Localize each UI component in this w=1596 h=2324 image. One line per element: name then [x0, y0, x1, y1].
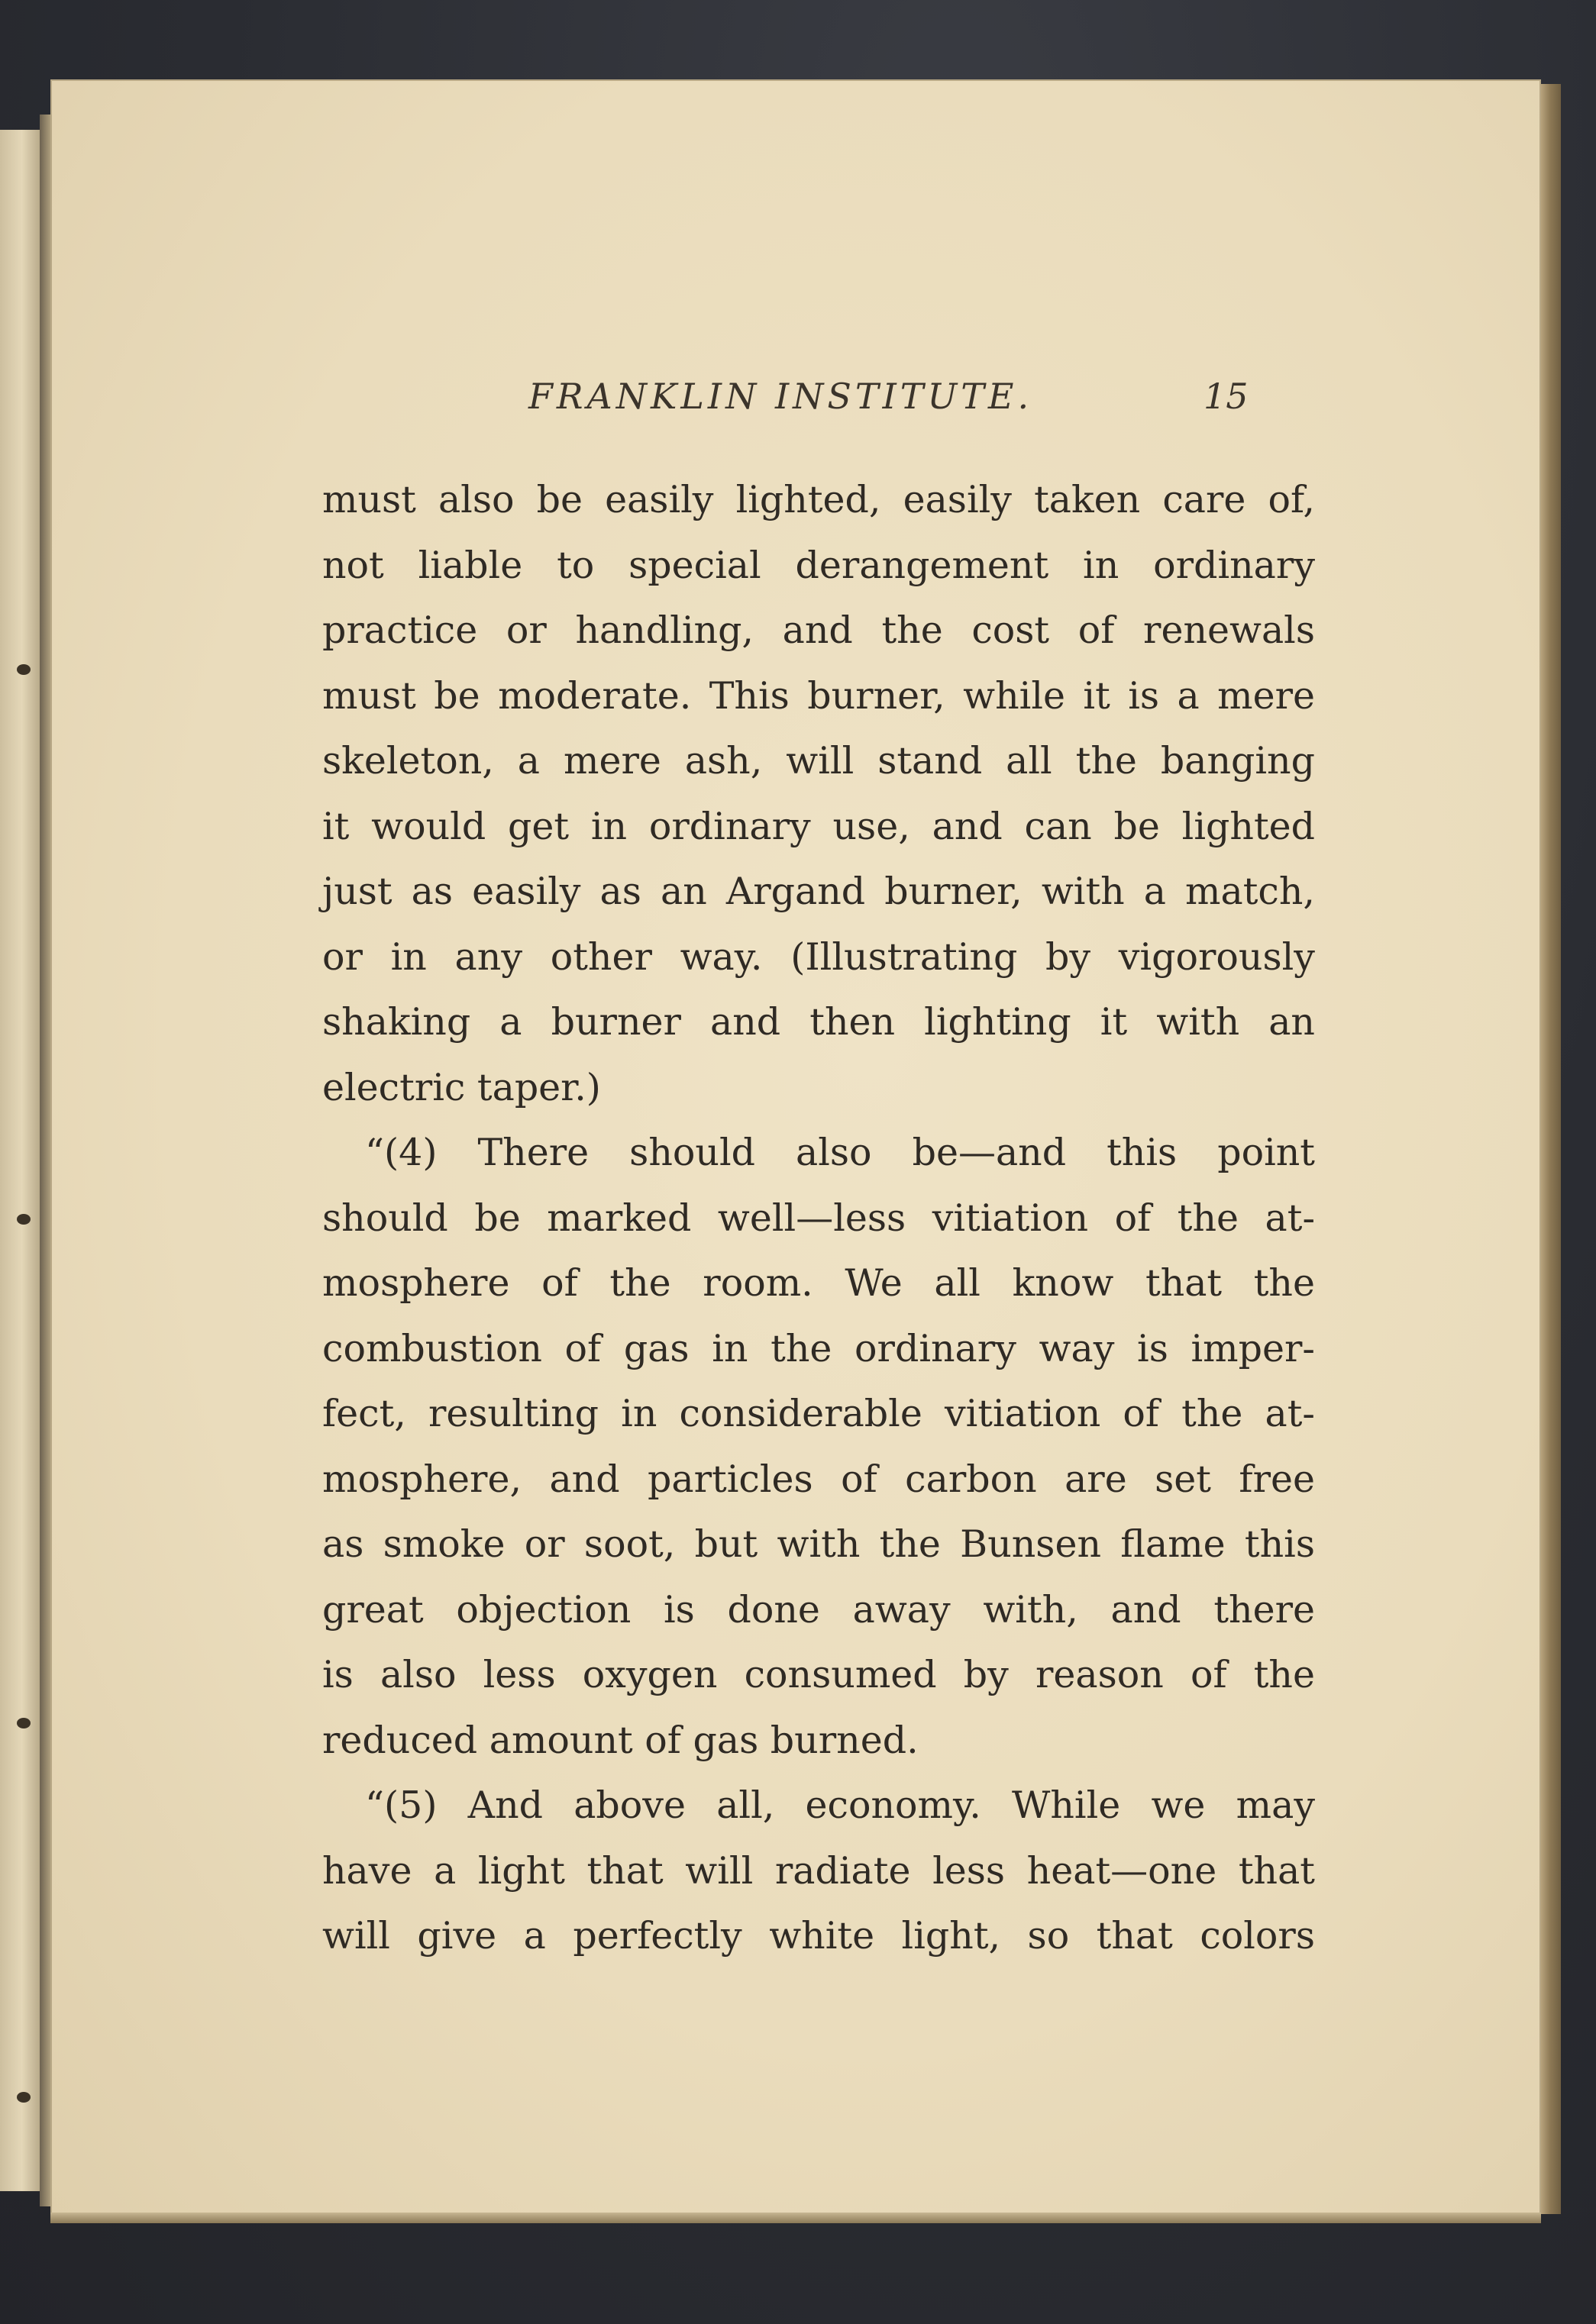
text-line: fect, resulting in considerable vitiation of the at- [322, 1392, 1315, 1435]
text-line: must also be easily lighted, easily taken care of, [322, 478, 1315, 521]
binding-stitch [17, 664, 31, 675]
text-line: it would get in ordinary use, and can be lighted [322, 804, 1315, 848]
binding-stitch [17, 1214, 31, 1225]
text-line: “(4) There should also be—and this point [365, 1131, 1315, 1174]
body-text [322, 467, 1315, 1969]
text-line: skeleton, a mere ash, will stand all the banging [322, 739, 1315, 783]
text-line: great objection is done away with, and there [322, 1587, 1315, 1632]
page-block-edge [1541, 84, 1561, 2214]
text-line: must be moderate. This burner, while it is a mere [322, 673, 1315, 718]
text-line: have a light that will radiate less heat—one that [322, 1848, 1315, 1893]
text-line: “(5) And above all, economy. While we may [365, 1783, 1315, 1827]
text-line: or in any other way. (Illustrating by vigorously [322, 934, 1315, 979]
text-line: mosphere of the room. We all know that the [322, 1261, 1315, 1305]
book-page [50, 79, 1541, 2217]
running-head-title: FRANKLIN INSTITUTE. [528, 376, 1033, 417]
text-line: combustion of gas in the ordinary way is imper- [322, 1326, 1315, 1370]
text-line: mosphere, and particles of carbon are set free [322, 1457, 1315, 1501]
text-line: electric taper.) [322, 1065, 601, 1109]
text-line: not liable to special derangement in ordinary [322, 543, 1315, 587]
text-line: reduced amount of gas burned. [322, 1718, 919, 1762]
text-line: shaking a burner and then lighting it with an [322, 1000, 1315, 1044]
facing-page-edge [0, 130, 42, 2191]
text-line: is also less oxygen consumed by reason of the [322, 1653, 1315, 1696]
text-line: should be marked well—less vitiation of the at- [322, 1196, 1315, 1240]
text-line: practice or handling, and the cost of renewals [322, 608, 1315, 652]
page-number: 15 [1203, 376, 1249, 417]
text-line: will give a perfectly white light, so that colors [322, 1914, 1315, 1958]
text-line: as smoke or soot, but with the Bunsen flame this [322, 1522, 1315, 1566]
binding-stitch [17, 2092, 31, 2103]
page-bottom-edge [50, 2213, 1541, 2223]
text-line: just as easily as an Argand burner, with a match, [322, 870, 1315, 913]
binding-stitch [17, 1718, 31, 1728]
